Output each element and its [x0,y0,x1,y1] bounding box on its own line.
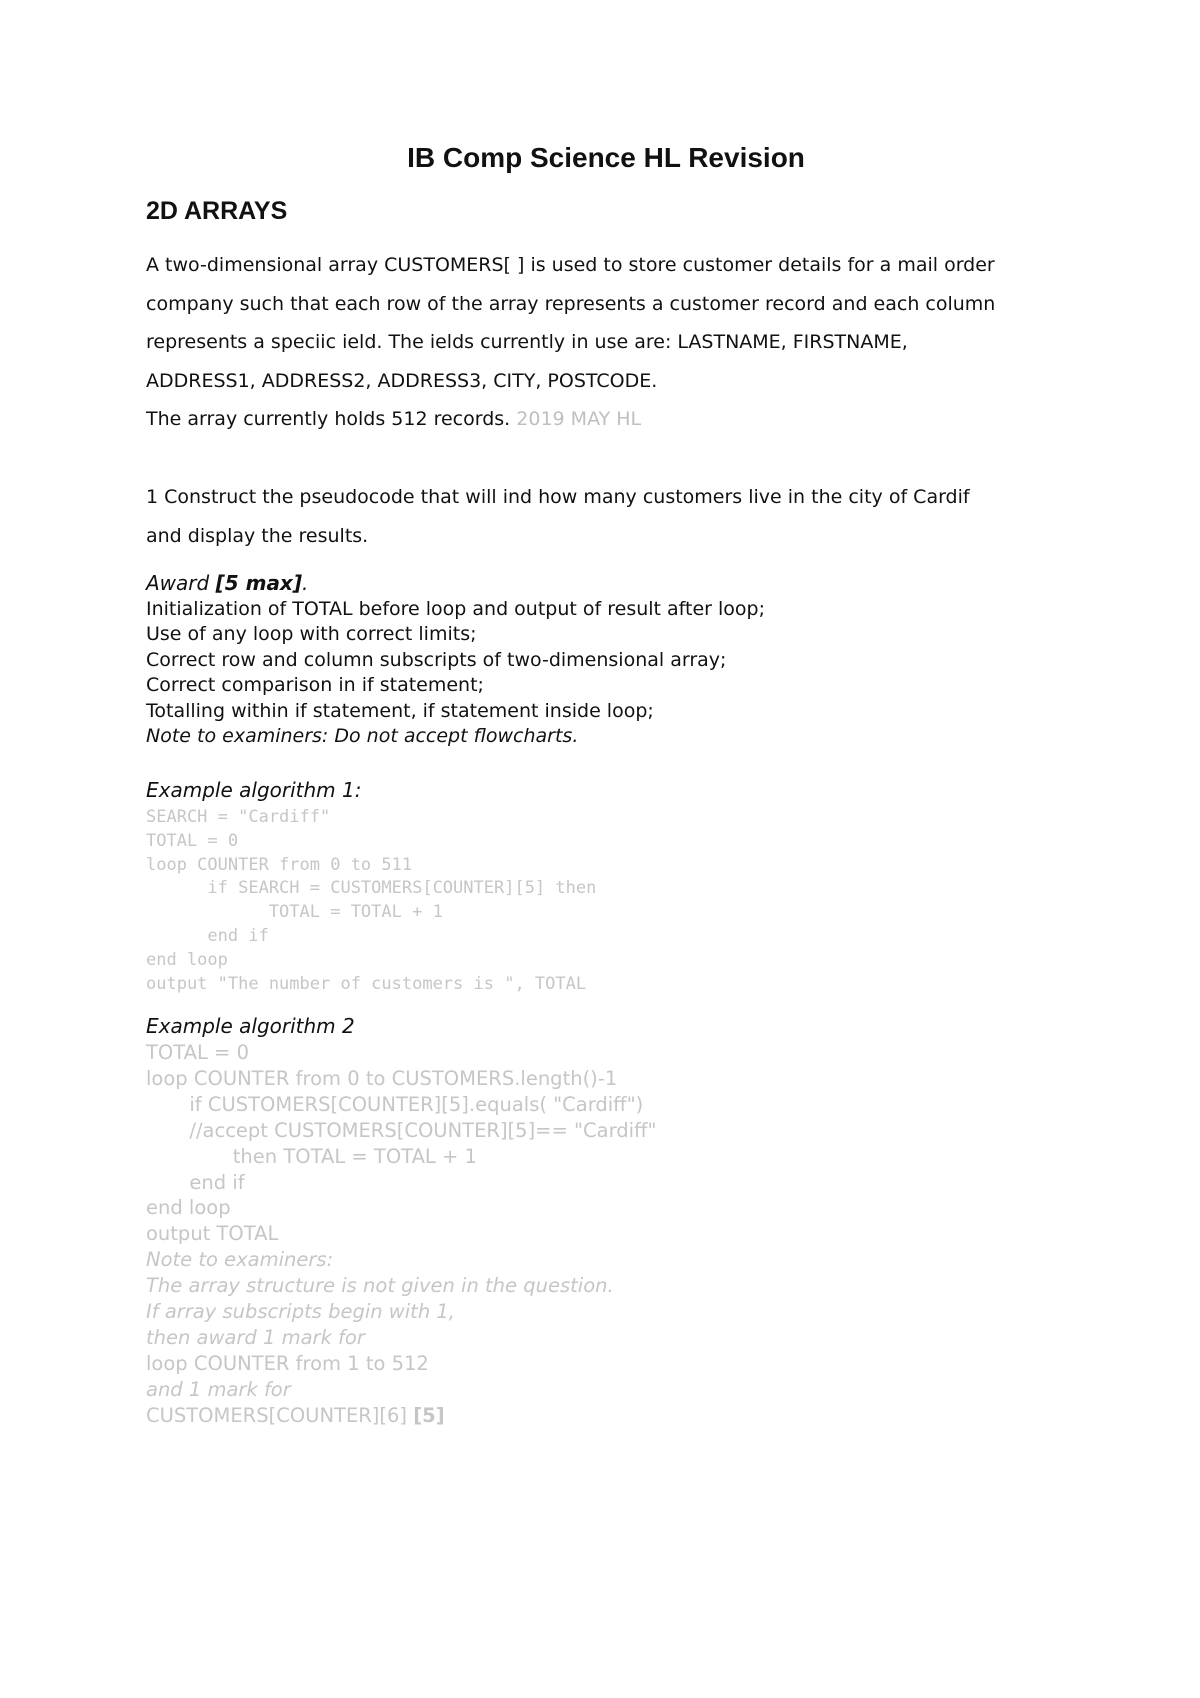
code-line: if SEARCH = CUSTOMERS[COUNTER][5] then [146,878,597,899]
alt-loop-line: loop COUNTER from 1 to 512 [146,1351,429,1375]
code-line: if CUSTOMERS[COUNTER][5].equals( "Cardiff") [146,1092,644,1116]
criterion: Initialization of TOTAL before loop and output of result after loop; [146,597,766,620]
code-line: TOTAL = 0 [146,830,239,851]
code-line: then TOTAL = TOTAL + 1 [146,1144,477,1168]
exam-reference: 2019 MAY HL [516,408,642,430]
examiner-note-line: Note to examiners: [146,1248,334,1272]
intro-line: company such that each row of the array represents a customer record and each column [146,292,996,315]
markscheme [146,571,1066,750]
award-max: [5 max] [215,571,302,595]
example2-heading: Example algorithm 2 [146,1014,355,1038]
code-line: end if [146,1170,245,1194]
question-paragraph [146,478,1066,555]
award-prefix: Award [146,571,216,595]
criterion: Correct row and column subscripts of two-dimensional array; [146,648,727,671]
example1-heading: Example algorithm 1: [146,778,362,802]
final-mark: [5] [413,1403,445,1427]
examiner-note-line: If array subscripts begin with 1, [146,1300,455,1324]
section-heading: 2D ARRAYS [146,197,288,225]
code-line: TOTAL = TOTAL + 1 [146,902,443,923]
flowchart-note: Note to examiners: Do not accept flowcharts. [146,725,579,747]
intro-paragraph [146,246,1066,439]
code-line: loop COUNTER from 0 to CUSTOMERS.length()-1 [146,1066,618,1090]
code-line: output TOTAL [146,1222,279,1246]
criterion: Correct comparison in if statement; [146,674,484,696]
criterion: Totalling within if statement, if statement inside loop; [146,699,654,722]
example1-code [146,806,596,996]
award-line [146,571,1066,597]
page-title: IB Comp Science HL Revision [407,142,805,173]
records-line [146,400,1066,439]
code-line: //accept CUSTOMERS[COUNTER][5]== "Cardiff" [146,1118,657,1142]
alt-subscript-line [146,1403,656,1429]
question-line: and display the results. [146,524,369,547]
intro-line: ADDRESS1, ADDRESS2, ADDRESS3, CITY, POSTCODE. [146,369,658,392]
intro-line: represents a speciic ield. The ields currently in use are: LASTNAME, FIRSTNAME, [146,331,908,353]
code-line: TOTAL = 0 [146,1041,250,1064]
example2-code [146,1040,656,1429]
examiner-note-line: The array structure is not given in the question. [146,1274,614,1298]
code-line: end loop [146,949,228,970]
examiner-note-line: then award 1 mark for [146,1325,365,1349]
and-mark-line: and 1 mark for [146,1377,291,1401]
code-line: end loop [146,1196,231,1220]
records-text: The array currently holds 512 records. [146,408,511,430]
code-line: loop COUNTER from 0 to 511 [146,854,413,875]
code-line: output "The number of customers is ", TOTAL [146,973,587,994]
code-line: SEARCH = "Cardiff" [146,807,331,827]
alt-subscript: CUSTOMERS[COUNTER][6] [146,1403,414,1427]
code-line: end if [146,925,269,946]
criterion: Use of any loop with correct limits; [146,623,477,645]
question-line: 1 Construct the pseudocode that will ind how many customers live in the city of Cardif [146,486,970,508]
intro-line: A two-dimensional array CUSTOMERS[ ] is used to store customer details for a mail order [146,254,995,276]
award-suffix: . [301,571,309,595]
